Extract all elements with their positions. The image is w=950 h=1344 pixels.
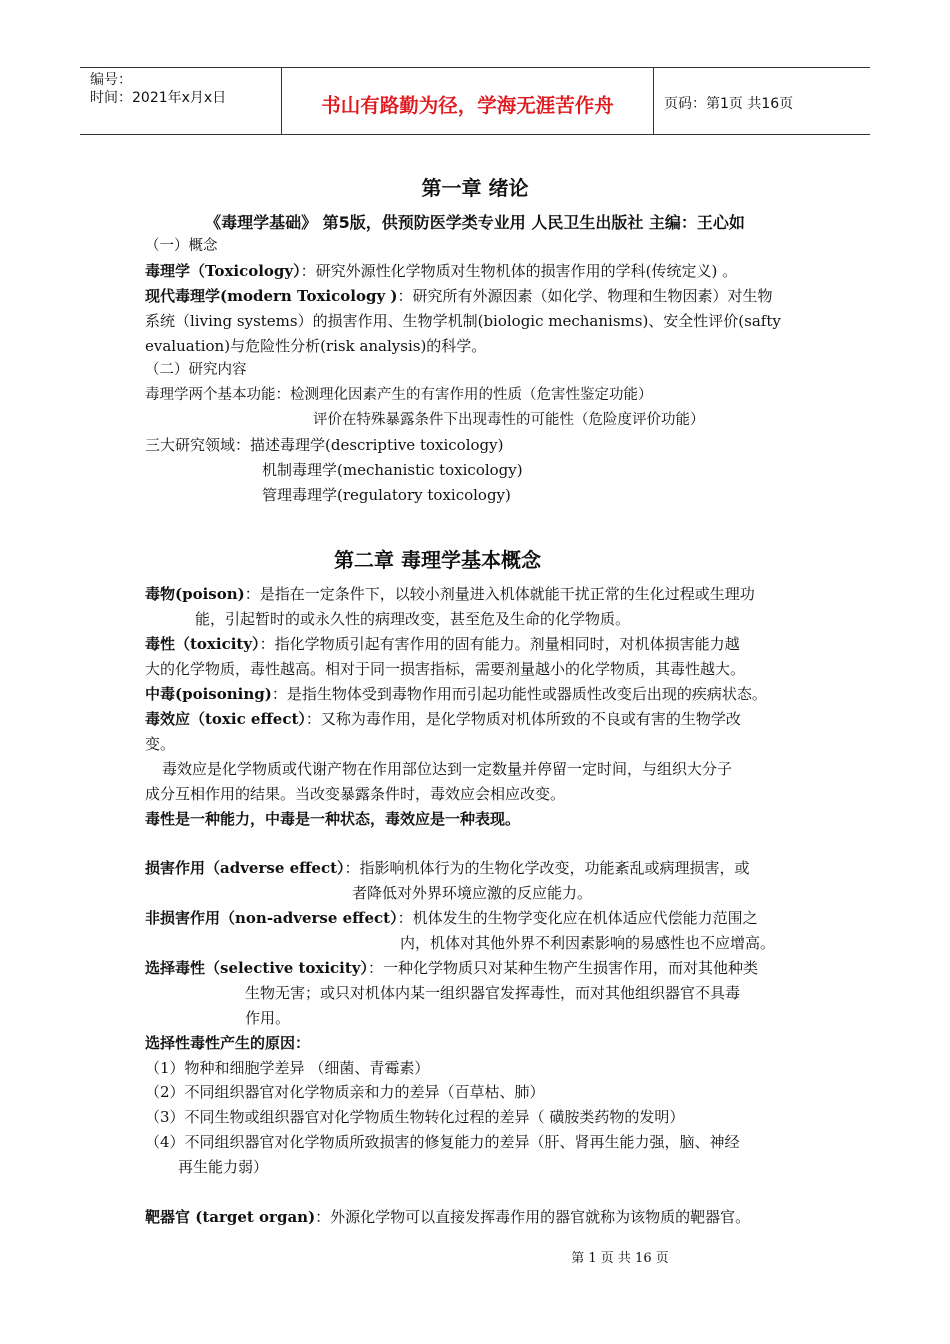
toxic-effect-definition-line-2: 变。 — [145, 735, 176, 753]
header-page-number: 页码：第1页 共16页 — [664, 96, 794, 112]
poison-definition: 毒物(poison)：是指在一定条件下，以较小剂量进入机体就能干扰正常的生化过程或生理功 — [145, 585, 755, 603]
reason-item-4-line-2: 再生能力弱） — [178, 1158, 269, 1176]
page-header — [80, 67, 870, 135]
modern-toxicology-line-2: 系统（living systems）的损害作用、生物学机制(biologic mechanisms)、安全性评价(safty — [145, 312, 781, 330]
toxicology-term: 毒理学（Toxicology） — [145, 262, 301, 280]
selective-toxicity-term: 选择毒性（selective toxicity） — [145, 959, 369, 977]
summary-statement: 毒性是一种能力，中毒是一种状态，毒效应是一种表现。 — [145, 810, 521, 828]
non-adverse-effect-definition: 非损害作用（non-adverse effect）：机体发生的生物学变化应在机体适应代偿能力范围之 — [145, 909, 758, 927]
poison-term: 毒物(poison) — [145, 585, 245, 603]
header-number: 编号： — [90, 72, 132, 88]
poisoning-term: 中毒(poisoning) — [145, 685, 272, 703]
toxic-effect-definition: 毒效应（toxic effect）：又称为毒作用，是化学物质对机体所致的不良或有害的生物学改 — [145, 710, 741, 728]
non-adverse-effect-definition-line-2: 内，机体对其他外界不利因素影响的易感性也不应增高。 — [400, 934, 776, 952]
research-content-heading: （二）研究内容 — [145, 362, 247, 378]
header-date: 时间：2021年x月x日 — [90, 90, 227, 106]
toxicity-definition: 毒性（toxicity）：指化学物质引起有害作用的固有能力。剂量相同时，对机体损害能力越 — [145, 635, 740, 653]
adverse-effect-term: 损害作用（adverse effect） — [145, 859, 345, 877]
research-fields-line-1: 三大研究领域：描述毒理学(descriptive toxicology) — [145, 436, 504, 454]
basic-functions-line-2: 评价在特殊暴露条件下出现毒性的可能性（危险度评价功能） — [313, 412, 705, 428]
page-footer: 第 1 页 共 16 页 — [571, 1251, 669, 1266]
reason-item-3: （3）不同生物或组织器官对化学物质生物转化过程的差异（ 磺胺类药物的发明） — [145, 1108, 685, 1126]
selective-toxicity-definition-line-3: 作用。 — [245, 1009, 291, 1027]
concept-heading: （一）概念 — [145, 238, 218, 254]
adverse-effect-definition-line-2: 者降低对外界环境应激的反应能力。 — [352, 884, 593, 902]
basic-functions-line-1: 毒理学两个基本功能：检测理化因素产生的有害作用的性质（危害性鉴定功能） — [145, 387, 653, 403]
target-organ-definition: 靶器官 (target organ)：外源化学物可以直接发挥毒作用的器官就称为该物质的靶器官。 — [145, 1208, 751, 1226]
poison-definition-line-2: 能，引起暂时的或永久性的病理改变，甚至危及生命的化学物质。 — [195, 610, 631, 628]
modern-toxicology-term: 现代毒理学(modern Toxicology ) — [145, 287, 398, 305]
research-fields-line-3: 管理毒理学(regulatory toxicology) — [262, 486, 511, 504]
adverse-effect-definition: 损害作用（adverse effect）：指影响机体行为的生物化学改变，功能紊乱或病理损害，或 — [145, 859, 750, 877]
header-meta-cell — [80, 68, 282, 134]
poisoning-definition: 中毒(poisoning)：是指生物体受到毒物作用而引起功能性或器质性改变后出现的疾病状态。 — [145, 685, 767, 703]
toxicity-definition-line-2: 大的化学物质，毒性越高。相对于同一损害指标，需要剂量越小的化学物质，其毒性越大。 — [145, 660, 746, 678]
chapter1-book-info: 《毒理学基础》 第5版，供预防医学类专业用 人民卫生出版社 主编：王心如 — [205, 213, 745, 232]
toxic-effect-term: 毒效应（toxic effect） — [145, 710, 306, 728]
modern-toxicology-line-3: evaluation)与危险性分析(risk analysis)的科学。 — [145, 337, 487, 355]
reason-item-1: （1）物种和细胞学差异 （细菌、青霉素） — [145, 1059, 430, 1077]
modern-toxicology-definition: 现代毒理学(modern Toxicology )：研究所有外源因素（如化学、物理和生物因素）对生物 — [145, 287, 773, 305]
toxicity-term: 毒性（toxicity） — [145, 635, 260, 653]
research-fields-line-2: 机制毒理学(mechanistic toxicology) — [262, 461, 523, 479]
reason-item-2: （2）不同组织器官对化学物质亲和力的差异（百草枯、肺） — [145, 1083, 545, 1101]
selective-toxicity-definition-line-2: 生物无害；或只对机体内某一组织器官发挥毒性，而对其他组织器官不具毒 — [245, 984, 741, 1002]
non-adverse-effect-term: 非损害作用（non-adverse effect） — [145, 909, 398, 927]
selectivity-reasons-heading: 选择性毒性产生的原因： — [145, 1034, 311, 1052]
toxicology-definition: 毒理学（Toxicology）：研究外源性化学物质对生物机体的损害作用的学科(传统定义) 。 — [145, 262, 738, 280]
reason-item-4: （4）不同组织器官对化学物质所致损害的修复能力的差异（肝、肾再生能力强，脑、神经 — [145, 1133, 740, 1151]
chapter2-title: 第二章 毒理学基本概念 — [334, 548, 541, 572]
header-motto: 书山有路勤为径，学海无涯苦作舟 — [282, 68, 654, 134]
target-organ-term: 靶器官 (target organ) — [145, 1208, 316, 1226]
selective-toxicity-definition: 选择毒性（selective toxicity）：一种化学物质只对某种生物产生损害作用，而对其他种类 — [145, 959, 759, 977]
toxic-effect-note-line-2: 成分互相作用的结果。当改变暴露条件时，毒效应会相应改变。 — [145, 785, 566, 803]
toxic-effect-note-line-1: 毒效应是化学物质或代谢产物在作用部位达到一定数量并停留一定时间，与组织大分子 — [162, 760, 733, 778]
chapter1-title: 第一章 绪论 — [421, 176, 529, 200]
